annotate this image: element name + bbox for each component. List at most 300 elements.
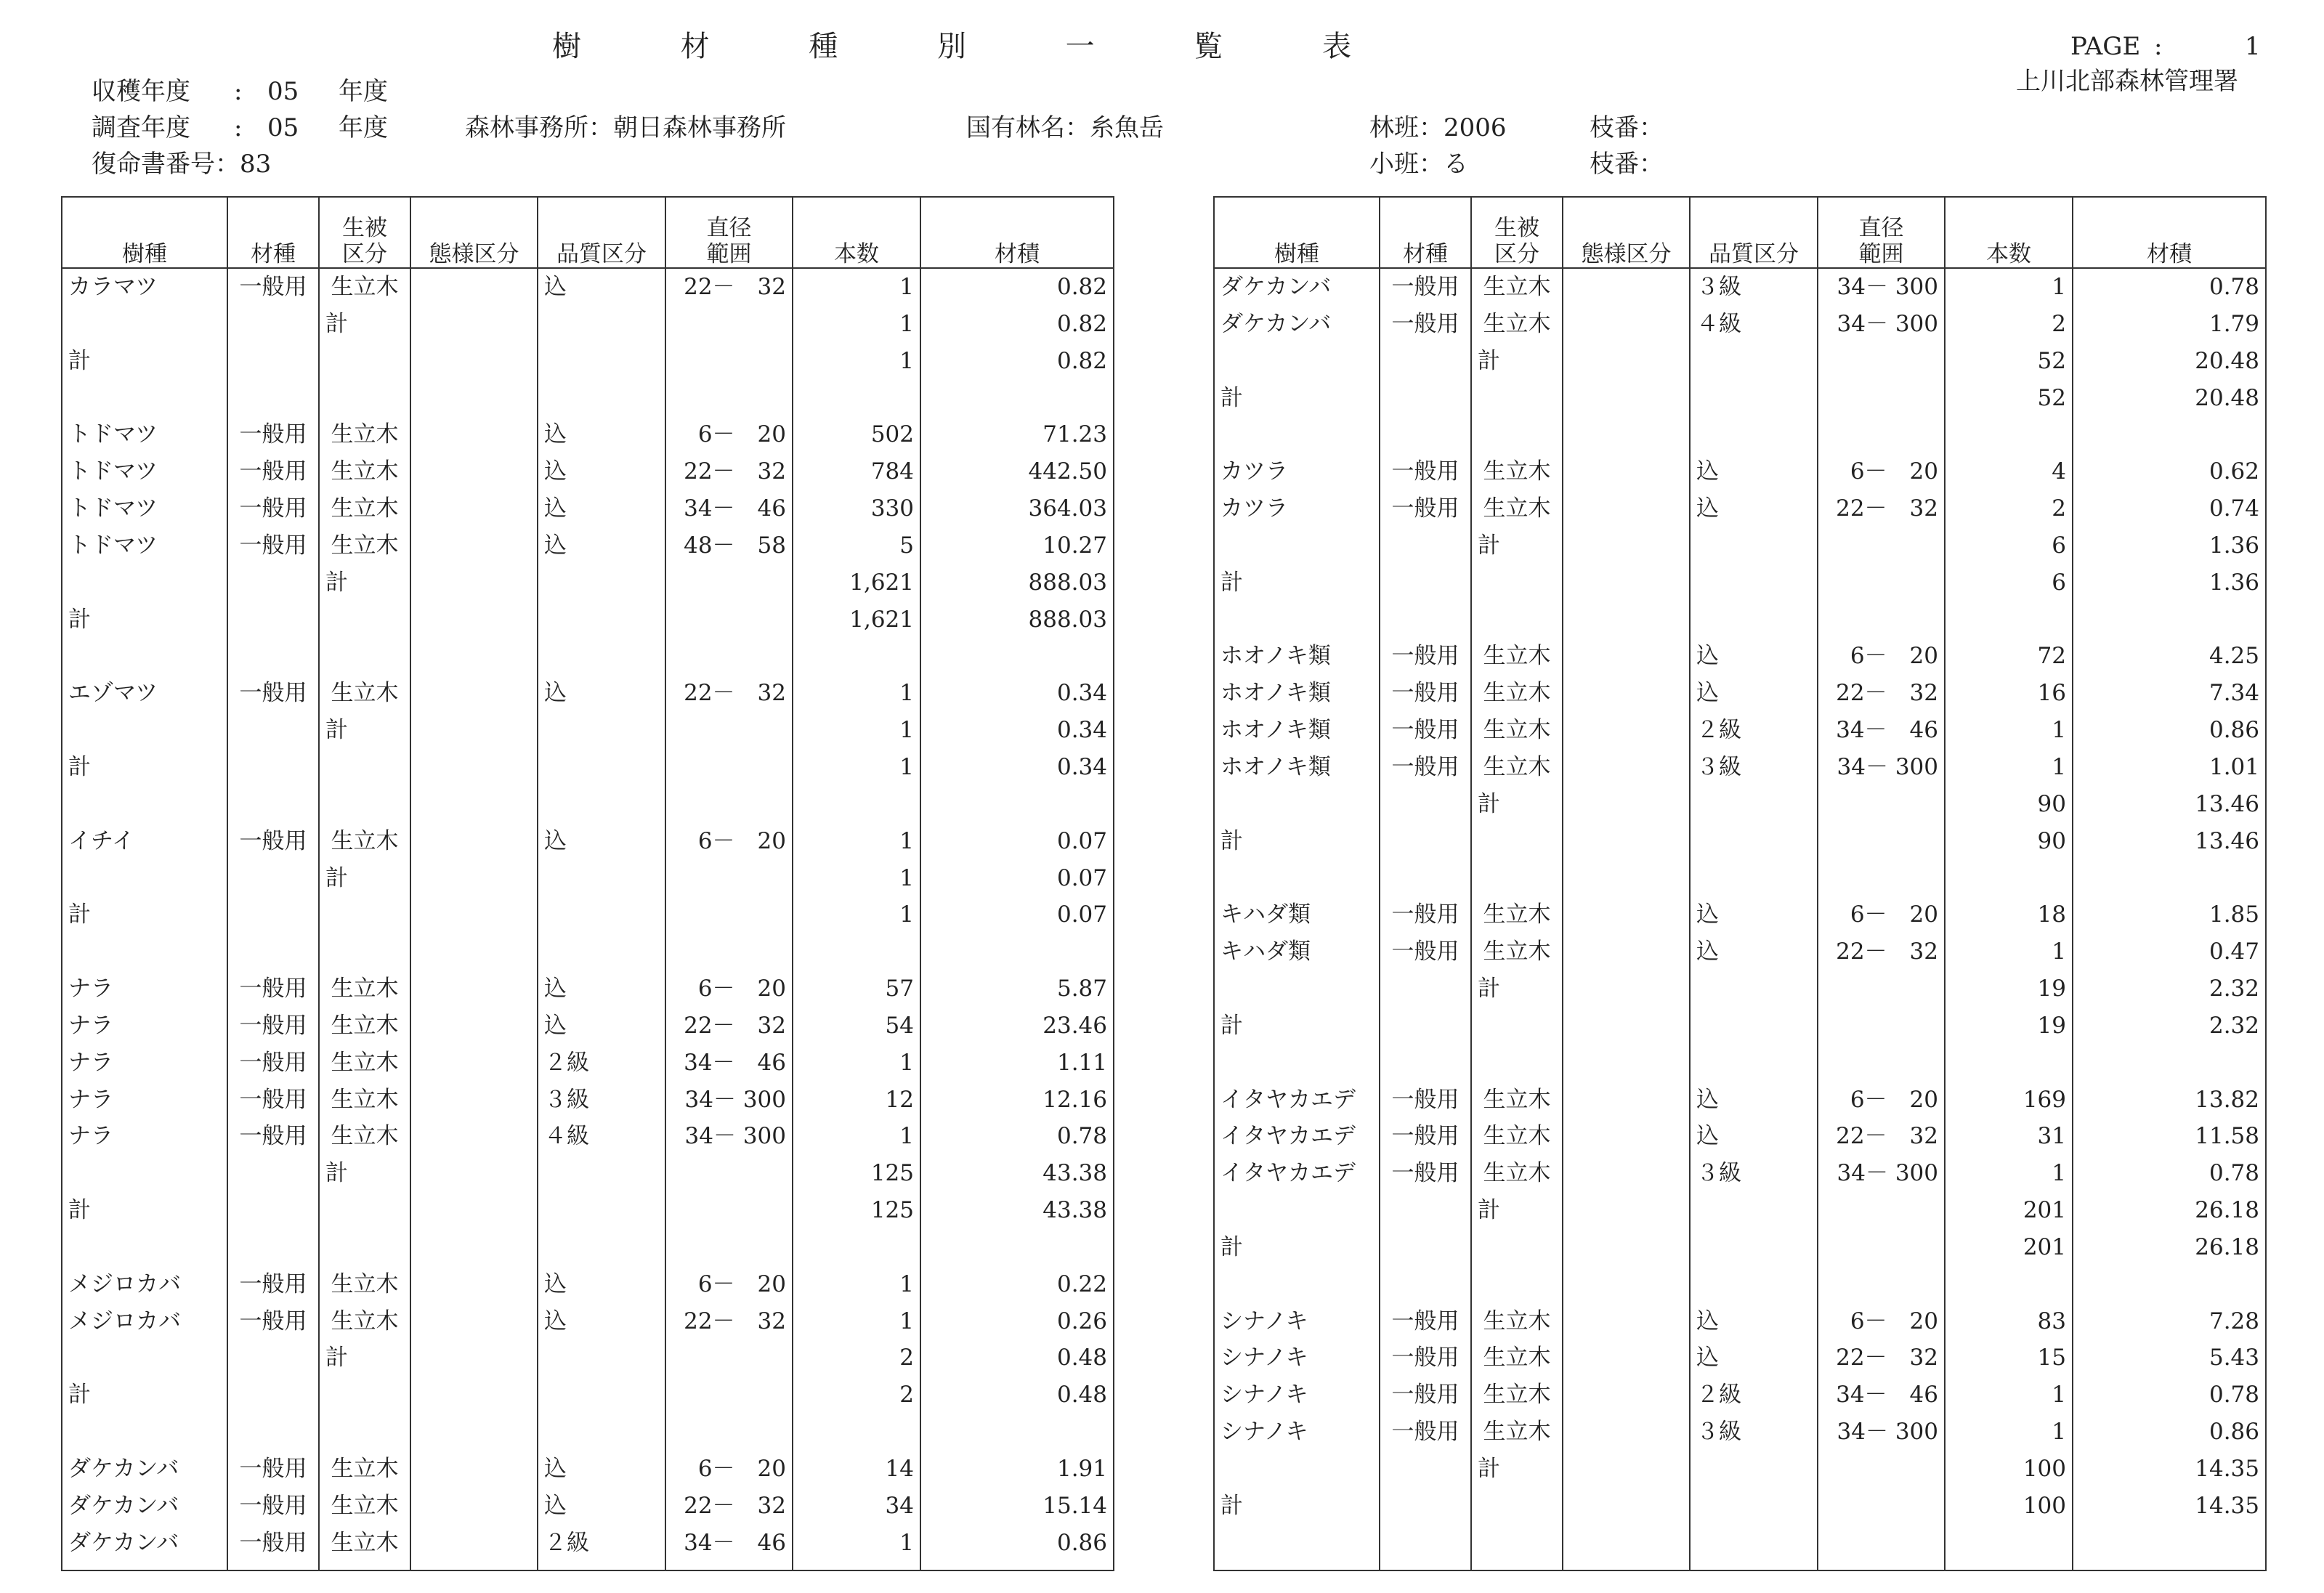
form-cell bbox=[410, 1192, 538, 1229]
diameter-cell bbox=[1818, 786, 1945, 823]
form-cell bbox=[410, 1451, 538, 1488]
diameter-cell: 34－ 300 bbox=[1818, 749, 1945, 786]
form-cell bbox=[410, 453, 538, 490]
volume-cell: 1.11 bbox=[920, 1045, 1114, 1082]
material-cell bbox=[227, 933, 319, 970]
count-cell: 1 bbox=[793, 306, 920, 343]
diameter-cell bbox=[1818, 860, 1945, 897]
table-row bbox=[62, 268, 1114, 306]
quality-cell: 込 bbox=[538, 453, 665, 490]
table-row bbox=[1214, 527, 2266, 564]
origin-cell: 計 bbox=[1471, 527, 1563, 564]
count-cell: 14 bbox=[793, 1451, 920, 1488]
volume-cell: 20.48 bbox=[2073, 380, 2266, 417]
form-cell bbox=[1563, 823, 1690, 860]
diameter-cell: 34－ 46 bbox=[1818, 1377, 1945, 1414]
volume-cell: 7.28 bbox=[2073, 1303, 2266, 1340]
species-cell bbox=[1214, 970, 1380, 1008]
material-cell bbox=[227, 343, 319, 380]
origin-cell bbox=[1471, 1525, 1563, 1570]
volume-cell: 11.58 bbox=[2073, 1118, 2266, 1155]
origin-cell: 生立木 bbox=[1471, 1082, 1563, 1119]
species-cell: ダケカンバ bbox=[62, 1488, 227, 1525]
diameter-cell bbox=[1818, 1045, 1945, 1082]
form-cell bbox=[1563, 749, 1690, 786]
quality-cell: 込 bbox=[538, 490, 665, 527]
table-row bbox=[1214, 416, 2266, 453]
volume-cell: 13.82 bbox=[2073, 1082, 2266, 1119]
volume-cell: 26.18 bbox=[2073, 1229, 2266, 1266]
count-cell: 100 bbox=[1945, 1488, 2073, 1525]
diameter-cell: 6－ 20 bbox=[1818, 453, 1945, 490]
quality-cell bbox=[1690, 1008, 1818, 1045]
diameter-cell bbox=[665, 1155, 793, 1192]
species-cell: 計 bbox=[1214, 1008, 1380, 1045]
origin-cell: 生立木 bbox=[1471, 1377, 1563, 1414]
diameter-cell bbox=[1818, 823, 1945, 860]
origin-cell bbox=[319, 896, 410, 933]
quality-cell: 込 bbox=[1690, 896, 1818, 933]
species-cell bbox=[1214, 1266, 1380, 1303]
material-cell: 一般用 bbox=[227, 1488, 319, 1525]
species-cell: カツラ bbox=[1214, 490, 1380, 527]
volume-cell bbox=[2073, 860, 2266, 897]
species-cell: 計 bbox=[62, 749, 227, 786]
volume-cell bbox=[2073, 1266, 2266, 1303]
table-row bbox=[1214, 786, 2266, 823]
count-cell: 6 bbox=[1945, 564, 2073, 601]
count-cell: 19 bbox=[1945, 970, 2073, 1008]
header-row bbox=[62, 197, 1114, 268]
count-cell: 1 bbox=[1945, 268, 2073, 306]
origin-cell: 生立木 bbox=[1471, 490, 1563, 527]
diameter-cell: 6－ 20 bbox=[1818, 896, 1945, 933]
origin-cell bbox=[319, 1377, 410, 1414]
diameter-cell bbox=[1818, 1229, 1945, 1266]
material-cell bbox=[227, 601, 319, 639]
quality-cell: ３級 bbox=[1690, 1155, 1818, 1192]
count-cell: 4 bbox=[1945, 453, 2073, 490]
material-cell: 一般用 bbox=[1380, 453, 1471, 490]
diameter-cell bbox=[665, 933, 793, 970]
table-row bbox=[1214, 1155, 2266, 1192]
diameter-cell: 22－ 32 bbox=[665, 1303, 793, 1340]
species-cell: ナラ bbox=[62, 1082, 227, 1119]
quality-cell: ２級 bbox=[1690, 712, 1818, 749]
origin-cell: 生立木 bbox=[1471, 1303, 1563, 1340]
forest-office: 森林事務所：朝日森林事務所 bbox=[465, 113, 786, 142]
form-cell bbox=[410, 1303, 538, 1340]
form-cell bbox=[1563, 1488, 1690, 1525]
material-cell: 一般用 bbox=[1380, 1414, 1471, 1451]
count-cell: 2 bbox=[1945, 306, 2073, 343]
count-cell: 1 bbox=[1945, 933, 2073, 970]
page-number: 1 bbox=[2245, 32, 2261, 61]
volume-cell: 1.36 bbox=[2073, 564, 2266, 601]
material-cell bbox=[1380, 1488, 1471, 1525]
form-cell bbox=[1563, 453, 1690, 490]
species-cell: 計 bbox=[1214, 380, 1380, 417]
count-cell: 72 bbox=[1945, 638, 2073, 675]
form-cell bbox=[1563, 1118, 1690, 1155]
species-cell: イチイ bbox=[62, 823, 227, 860]
volume-cell: 0.78 bbox=[2073, 268, 2266, 306]
material-cell bbox=[1380, 823, 1471, 860]
volume-cell: 4.25 bbox=[2073, 638, 2266, 675]
count-cell: 169 bbox=[1945, 1082, 2073, 1119]
table-row bbox=[62, 1488, 1114, 1525]
diameter-cell: 6－ 20 bbox=[1818, 1303, 1945, 1340]
form-cell bbox=[410, 860, 538, 897]
count-cell: 1 bbox=[1945, 1377, 2073, 1414]
quality-cell: ３級 bbox=[538, 1082, 665, 1119]
table-row bbox=[1214, 712, 2266, 749]
origin-cell bbox=[1471, 1488, 1563, 1525]
count-cell: 125 bbox=[793, 1192, 920, 1229]
material-cell bbox=[227, 564, 319, 601]
species-cell: ナラ bbox=[62, 1118, 227, 1155]
harvest-year-separator: : bbox=[234, 77, 243, 106]
origin-cell: 生立木 bbox=[1471, 306, 1563, 343]
quality-cell: 込 bbox=[1690, 1082, 1818, 1119]
form-cell bbox=[410, 490, 538, 527]
count-cell: 1 bbox=[793, 343, 920, 380]
branch-number-1: 枝番： bbox=[1590, 113, 1664, 142]
quality-cell: ３級 bbox=[1690, 749, 1818, 786]
origin-cell: 生立木 bbox=[319, 1451, 410, 1488]
origin-cell: 生立木 bbox=[319, 675, 410, 712]
diameter-cell: 6－ 20 bbox=[665, 416, 793, 453]
material-cell bbox=[227, 712, 319, 749]
material-cell: 一般用 bbox=[227, 1008, 319, 1045]
table-row bbox=[62, 1266, 1114, 1303]
material-cell: 一般用 bbox=[1380, 1155, 1471, 1192]
count-cell: 1 bbox=[793, 712, 920, 749]
table-row bbox=[1214, 933, 2266, 970]
form-cell bbox=[410, 896, 538, 933]
material-cell: 一般用 bbox=[227, 1118, 319, 1155]
diameter-cell: 6－ 20 bbox=[1818, 1082, 1945, 1119]
diameter-cell bbox=[1818, 601, 1945, 639]
diameter-cell bbox=[665, 749, 793, 786]
form-cell bbox=[1563, 638, 1690, 675]
quality-cell bbox=[1690, 527, 1818, 564]
quality-cell bbox=[538, 860, 665, 897]
diameter-cell: 6－ 20 bbox=[665, 1451, 793, 1488]
header-row bbox=[1214, 197, 2266, 268]
origin-cell bbox=[319, 786, 410, 823]
quality-cell bbox=[1690, 343, 1818, 380]
material-cell bbox=[1380, 380, 1471, 417]
count-cell: 18 bbox=[1945, 896, 2073, 933]
title-char: 材 bbox=[680, 30, 710, 63]
origin-cell bbox=[1471, 860, 1563, 897]
species-cell: エゾマツ bbox=[62, 675, 227, 712]
table-row bbox=[1214, 268, 2266, 306]
survey-year-value: 05 bbox=[267, 113, 299, 142]
diameter-cell bbox=[1818, 1266, 1945, 1303]
count-cell: 1 bbox=[793, 823, 920, 860]
page-separator: : bbox=[2154, 32, 2163, 61]
quality-cell bbox=[1690, 601, 1818, 639]
quality-cell bbox=[538, 1155, 665, 1192]
return-document-number: 復命書番号：83 bbox=[92, 150, 272, 179]
table-row bbox=[62, 380, 1114, 417]
material-cell: 一般用 bbox=[227, 1451, 319, 1488]
origin-cell bbox=[319, 1414, 410, 1451]
material-cell bbox=[1380, 786, 1471, 823]
diameter-cell: 34－ 300 bbox=[1818, 1414, 1945, 1451]
form-cell bbox=[410, 1045, 538, 1082]
quality-cell: 込 bbox=[1690, 675, 1818, 712]
table-row bbox=[1214, 1525, 2266, 1570]
species-cell bbox=[1214, 1192, 1380, 1229]
col-material: 材種 bbox=[227, 197, 319, 268]
species-cell: ナラ bbox=[62, 970, 227, 1008]
quality-cell: 込 bbox=[538, 416, 665, 453]
material-cell: 一般用 bbox=[227, 268, 319, 306]
quality-cell bbox=[538, 1229, 665, 1266]
origin-cell: 生立木 bbox=[1471, 1414, 1563, 1451]
quality-cell bbox=[1690, 786, 1818, 823]
col-diameter: 直径 範囲 bbox=[665, 197, 793, 268]
volume-cell bbox=[2073, 416, 2266, 453]
diameter-cell: 6－ 20 bbox=[665, 823, 793, 860]
volume-cell: 13.46 bbox=[2073, 823, 2266, 860]
origin-cell bbox=[1471, 1008, 1563, 1045]
table-row bbox=[1214, 1266, 2266, 1303]
quality-cell bbox=[538, 638, 665, 675]
table-row bbox=[1214, 453, 2266, 490]
species-cell: イタヤカエデ bbox=[1214, 1118, 1380, 1155]
form-cell bbox=[1563, 306, 1690, 343]
origin-cell: 生立木 bbox=[1471, 1155, 1563, 1192]
volume-cell: 0.82 bbox=[920, 306, 1114, 343]
count-cell: 15 bbox=[1945, 1339, 2073, 1377]
species-cell: トドマツ bbox=[62, 453, 227, 490]
count-cell bbox=[793, 380, 920, 417]
form-cell bbox=[410, 638, 538, 675]
form-cell bbox=[410, 675, 538, 712]
count-cell: 2 bbox=[793, 1339, 920, 1377]
count-cell bbox=[1945, 601, 2073, 639]
quality-cell bbox=[1690, 1192, 1818, 1229]
origin-cell: 生立木 bbox=[1471, 933, 1563, 970]
material-cell: 一般用 bbox=[1380, 268, 1471, 306]
form-cell bbox=[1563, 343, 1690, 380]
material-cell bbox=[227, 1377, 319, 1414]
origin-cell: 生立木 bbox=[319, 1082, 410, 1119]
species-cell: ダケカンバ bbox=[1214, 306, 1380, 343]
quality-cell bbox=[538, 1377, 665, 1414]
species-cell: ホオノキ類 bbox=[1214, 749, 1380, 786]
count-cell: 83 bbox=[1945, 1303, 2073, 1340]
origin-cell: 生立木 bbox=[1471, 268, 1563, 306]
origin-cell: 生立木 bbox=[319, 416, 410, 453]
species-cell: 計 bbox=[62, 1377, 227, 1414]
table-body-left bbox=[62, 268, 1114, 1570]
quality-cell: 込 bbox=[1690, 638, 1818, 675]
volume-cell: 20.48 bbox=[2073, 343, 2266, 380]
form-cell bbox=[1563, 527, 1690, 564]
title-char: 別 bbox=[936, 30, 966, 63]
quality-cell bbox=[538, 564, 665, 601]
quality-cell: 込 bbox=[538, 675, 665, 712]
material-cell bbox=[1380, 564, 1471, 601]
diameter-cell bbox=[1818, 1451, 1945, 1488]
count-cell: 31 bbox=[1945, 1118, 2073, 1155]
col-count: 本数 bbox=[793, 197, 920, 268]
material-cell: 一般用 bbox=[1380, 306, 1471, 343]
volume-cell: 2.32 bbox=[2073, 1008, 2266, 1045]
quality-cell bbox=[538, 712, 665, 749]
species-cell: シナノキ bbox=[1214, 1377, 1380, 1414]
species-cell bbox=[62, 933, 227, 970]
table-row bbox=[62, 527, 1114, 564]
title-char: 樹 bbox=[552, 30, 581, 63]
material-cell bbox=[1380, 1045, 1471, 1082]
diameter-cell: 34－ 46 bbox=[665, 1525, 793, 1570]
survey-year-label: 調査年度 bbox=[92, 113, 190, 142]
origin-cell: 計 bbox=[319, 712, 410, 749]
count-cell: 330 bbox=[793, 490, 920, 527]
volume-cell: 0.86 bbox=[2073, 1414, 2266, 1451]
origin-cell bbox=[1471, 1045, 1563, 1082]
volume-cell bbox=[920, 786, 1114, 823]
origin-cell: 生立木 bbox=[1471, 675, 1563, 712]
diameter-cell bbox=[1818, 1008, 1945, 1045]
species-cell: 計 bbox=[62, 896, 227, 933]
quality-cell bbox=[1690, 1525, 1818, 1570]
sub-unit: 小班：る bbox=[1369, 150, 1468, 179]
diameter-cell bbox=[1818, 527, 1945, 564]
table-row bbox=[62, 601, 1114, 639]
volume-cell: 0.74 bbox=[2073, 490, 2266, 527]
origin-cell bbox=[1471, 601, 1563, 639]
species-cell bbox=[62, 1339, 227, 1377]
species-cell: トドマツ bbox=[62, 490, 227, 527]
species-cell: トドマツ bbox=[62, 527, 227, 564]
table-row bbox=[62, 1155, 1114, 1192]
quality-cell bbox=[538, 896, 665, 933]
count-cell: 90 bbox=[1945, 786, 2073, 823]
species-cell: ダケカンバ bbox=[62, 1525, 227, 1570]
origin-cell: 生立木 bbox=[1471, 1339, 1563, 1377]
volume-cell: 1.91 bbox=[920, 1451, 1114, 1488]
volume-cell bbox=[2073, 601, 2266, 639]
material-cell: 一般用 bbox=[227, 1082, 319, 1119]
table-row bbox=[1214, 1303, 2266, 1340]
form-cell bbox=[1563, 1451, 1690, 1488]
table-row bbox=[62, 675, 1114, 712]
count-cell bbox=[1945, 1525, 2073, 1570]
material-cell bbox=[227, 1229, 319, 1266]
volume-cell: 0.07 bbox=[920, 860, 1114, 897]
volume-cell bbox=[920, 638, 1114, 675]
volume-cell: 0.47 bbox=[2073, 933, 2266, 970]
diameter-cell: 6－ 20 bbox=[1818, 638, 1945, 675]
species-cell bbox=[1214, 343, 1380, 380]
quality-cell bbox=[538, 749, 665, 786]
quality-cell bbox=[538, 343, 665, 380]
title-char: 表 bbox=[1321, 30, 1351, 63]
material-cell bbox=[1380, 970, 1471, 1008]
diameter-cell: 34－ 300 bbox=[1818, 1155, 1945, 1192]
material-cell: 一般用 bbox=[227, 1525, 319, 1570]
volume-cell: 0.82 bbox=[920, 268, 1114, 306]
quality-cell: 込 bbox=[1690, 490, 1818, 527]
species-cell: 計 bbox=[1214, 1488, 1380, 1525]
diameter-cell bbox=[665, 601, 793, 639]
material-cell: 一般用 bbox=[1380, 1082, 1471, 1119]
origin-cell: 生立木 bbox=[319, 490, 410, 527]
origin-cell: 計 bbox=[319, 1155, 410, 1192]
material-cell: 一般用 bbox=[227, 675, 319, 712]
form-cell bbox=[410, 1339, 538, 1377]
origin-cell bbox=[1471, 564, 1563, 601]
origin-cell: 生立木 bbox=[1471, 896, 1563, 933]
origin-cell bbox=[319, 1192, 410, 1229]
quality-cell bbox=[1690, 1488, 1818, 1525]
quality-cell bbox=[1690, 1229, 1818, 1266]
material-cell bbox=[1380, 1229, 1471, 1266]
volume-cell: 23.46 bbox=[920, 1008, 1114, 1045]
volume-cell: 442.50 bbox=[920, 453, 1114, 490]
quality-cell: ３級 bbox=[1690, 268, 1818, 306]
volume-cell: 0.78 bbox=[2073, 1377, 2266, 1414]
origin-cell bbox=[1471, 380, 1563, 417]
form-cell bbox=[410, 527, 538, 564]
species-cell bbox=[1214, 860, 1380, 897]
table-row bbox=[62, 1339, 1114, 1377]
species-cell bbox=[62, 712, 227, 749]
species-cell bbox=[62, 860, 227, 897]
survey-year-unit: 年度 bbox=[339, 113, 388, 142]
origin-cell: 計 bbox=[319, 306, 410, 343]
diameter-cell bbox=[1818, 416, 1945, 453]
species-cell: ホオノキ類 bbox=[1214, 675, 1380, 712]
form-cell bbox=[410, 749, 538, 786]
table-row bbox=[62, 1082, 1114, 1119]
count-cell: 1 bbox=[793, 268, 920, 306]
form-cell bbox=[410, 1414, 538, 1451]
count-cell: 34 bbox=[793, 1488, 920, 1525]
material-cell bbox=[1380, 343, 1471, 380]
volume-cell: 0.26 bbox=[920, 1303, 1114, 1340]
form-cell bbox=[410, 564, 538, 601]
quality-cell bbox=[1690, 1451, 1818, 1488]
diameter-cell bbox=[1818, 343, 1945, 380]
count-cell: 1 bbox=[1945, 749, 2073, 786]
count-cell bbox=[793, 638, 920, 675]
form-cell bbox=[1563, 786, 1690, 823]
form-cell bbox=[410, 1155, 538, 1192]
origin-cell bbox=[1471, 1229, 1563, 1266]
count-cell: 16 bbox=[1945, 675, 2073, 712]
volume-cell: 1.36 bbox=[2073, 527, 2266, 564]
count-cell: 1 bbox=[793, 1266, 920, 1303]
form-cell bbox=[410, 1525, 538, 1570]
form-cell bbox=[410, 712, 538, 749]
count-cell: 784 bbox=[793, 453, 920, 490]
quality-cell bbox=[538, 786, 665, 823]
form-cell bbox=[1563, 1339, 1690, 1377]
count-cell bbox=[793, 1229, 920, 1266]
count-cell bbox=[1945, 1045, 2073, 1082]
volume-cell: 14.35 bbox=[2073, 1488, 2266, 1525]
diameter-cell bbox=[1818, 380, 1945, 417]
count-cell: 201 bbox=[1945, 1192, 2073, 1229]
